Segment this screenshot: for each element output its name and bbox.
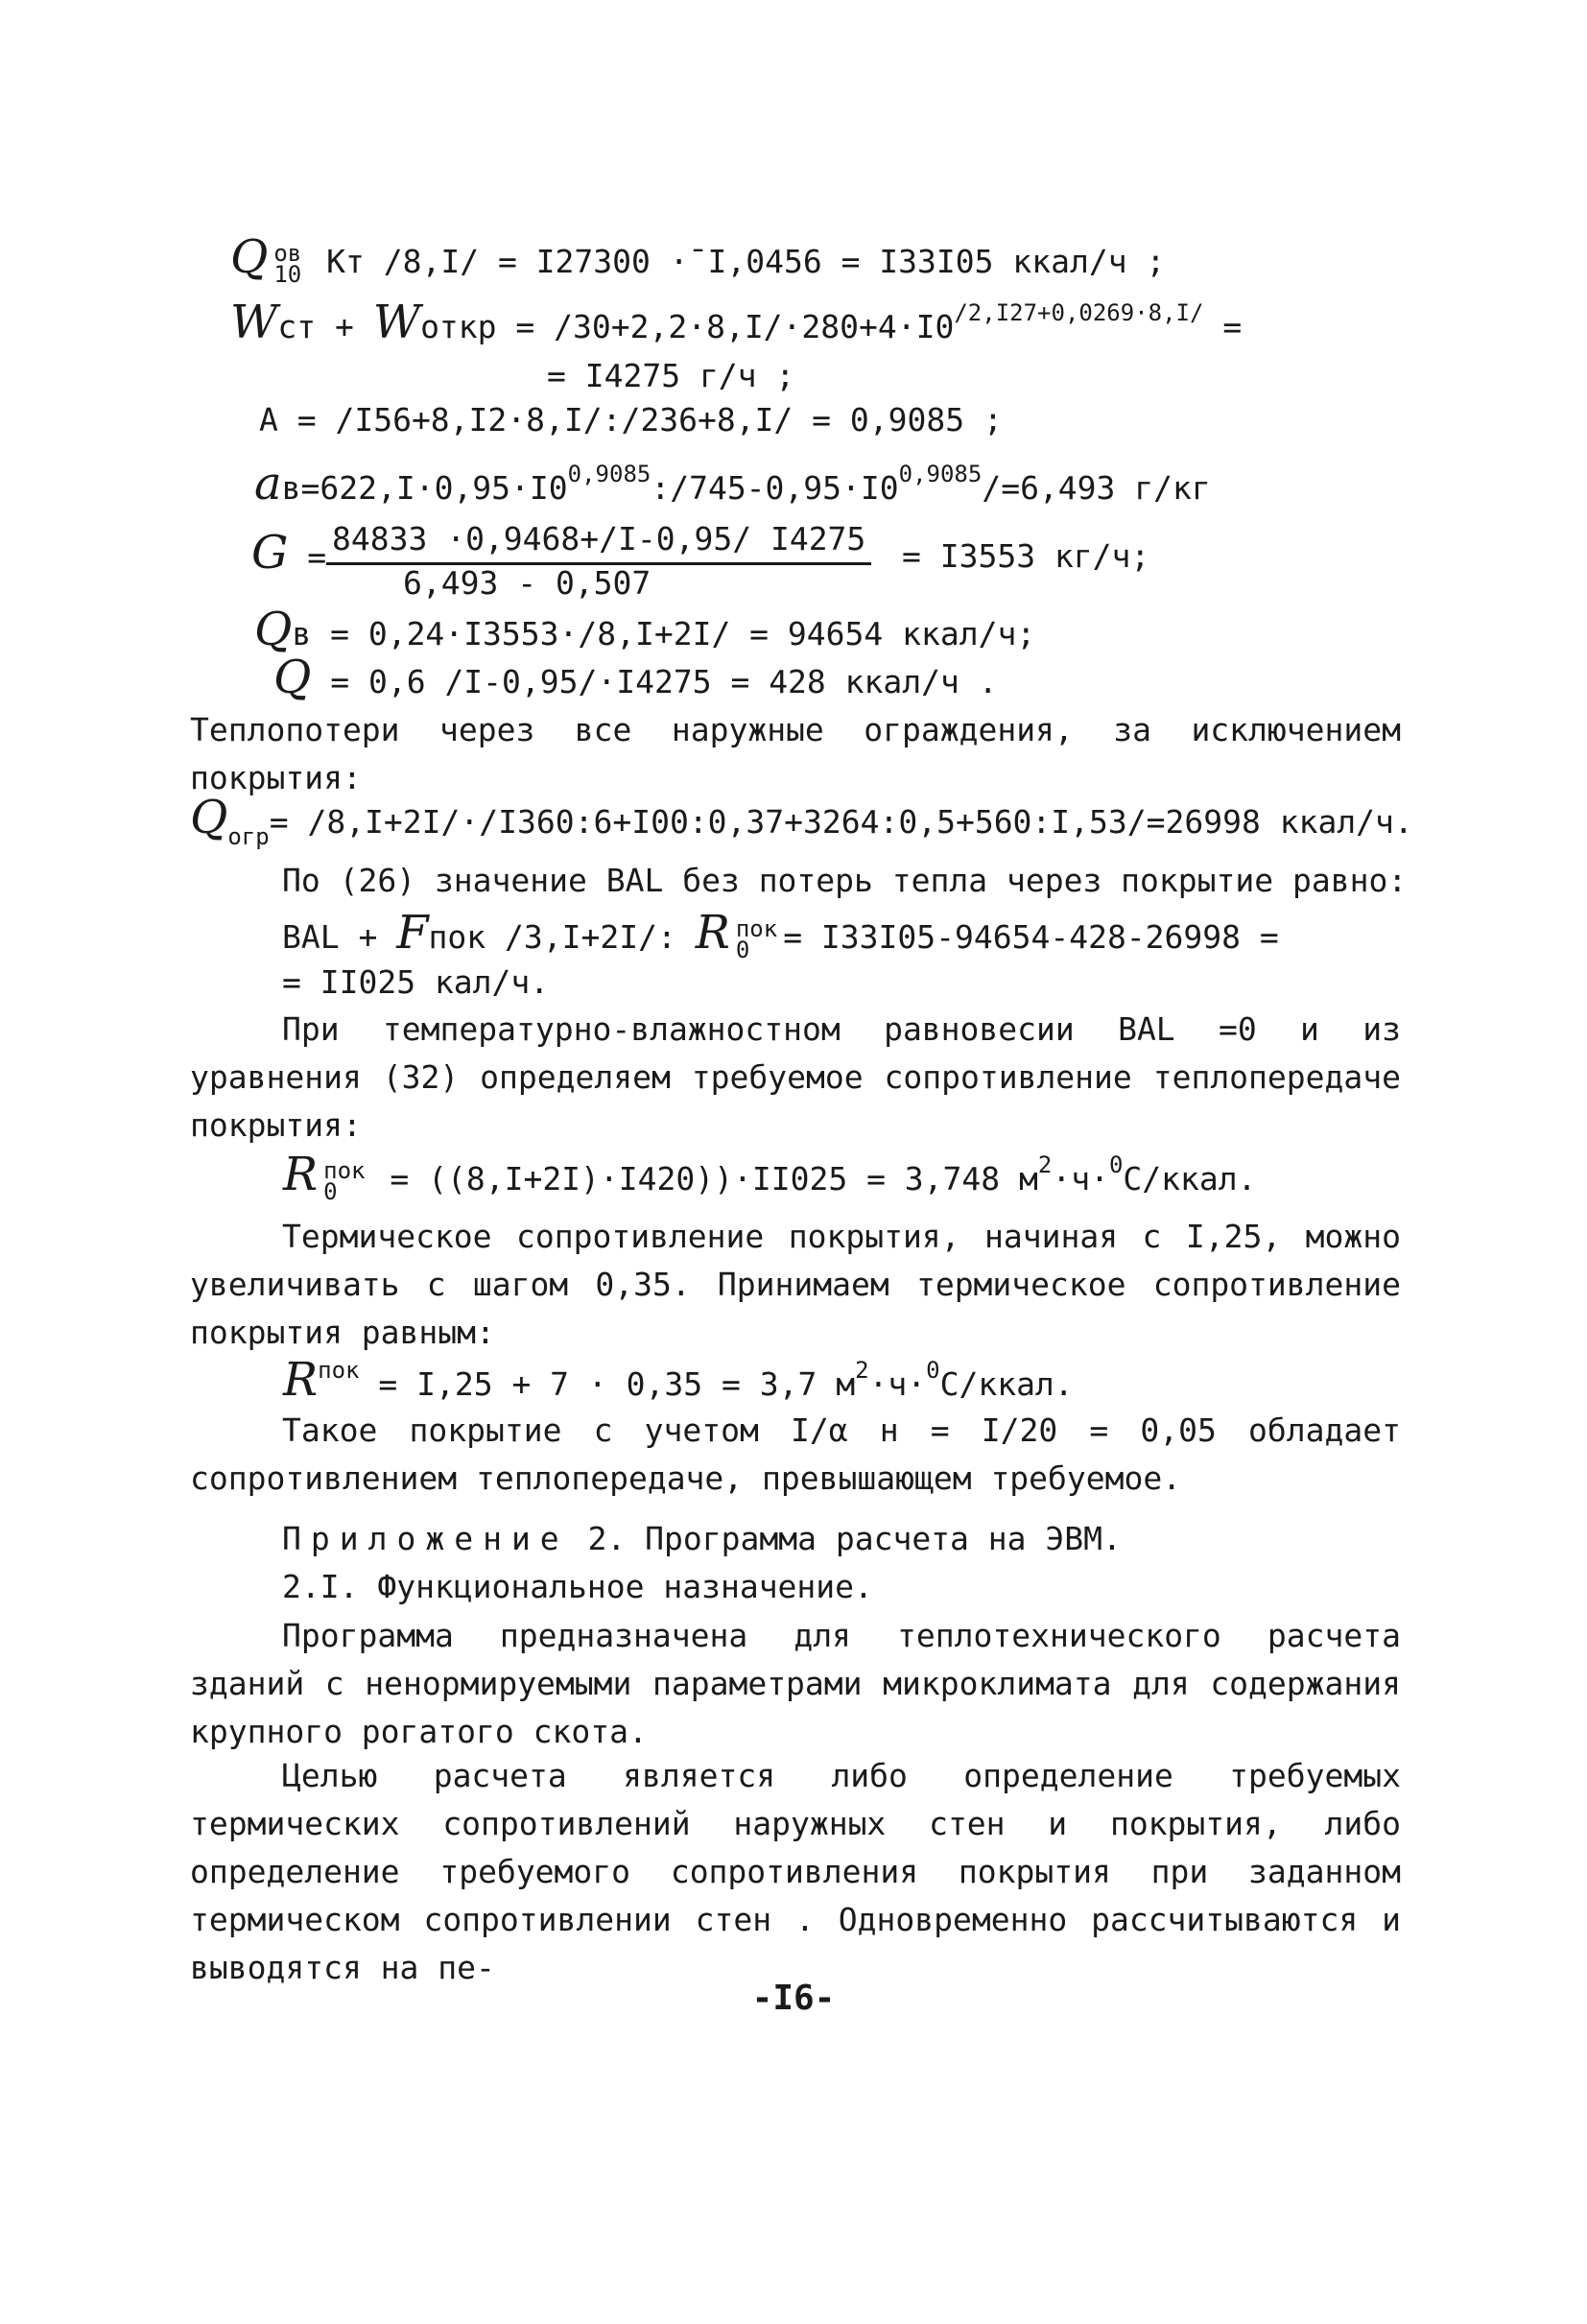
formula-bal: BAL + Fпок /3,I+2I/: R пок 0 = I33I05-94654-428-26998 = [282, 906, 1279, 963]
symbol-a: a [254, 457, 282, 510]
formula-moisture-result: = I4275 г/ч ; [547, 357, 795, 394]
symbol-f: F [396, 906, 429, 960]
formula-g-result: = I3553 кг/ч; [902, 537, 1150, 575]
paragraph-equilibrium: При температурно-влажностном равновесии BAL =0 и из уравнения (32) определяем требуемое сопротивление теплопередаче покрытия: [190, 1010, 1401, 1144]
symbol-g: G [251, 526, 289, 580]
paragraph-heat-losses: Теплопотери через все наружные ограждения, за исключением покрытия: [190, 711, 1401, 796]
g-numerator: 84833 ·0,9468+/I-0,95/ I4275 [326, 520, 871, 565]
symbol-r: R [283, 1353, 319, 1407]
symbol-q: Q [273, 651, 312, 704]
q-indices: ов 10 [273, 239, 302, 288]
formula-q-evap: Q = 0,6 /I-0,95/·I4275 = 428 ккал/ч . [273, 651, 998, 704]
symbol-r: R [283, 1148, 319, 1201]
symbol-w: W [230, 296, 278, 349]
formula-g: G = [251, 526, 327, 580]
formula-q-air: Qв = 0,24·I3553·/8,I+2I/ = 94654 ккал/ч; [254, 603, 1036, 656]
r-indices: пок 0 [323, 1156, 366, 1205]
page-number: -I6- [751, 1979, 836, 2018]
symbol-q: Q [190, 791, 228, 844]
formula-g-fraction [326, 520, 871, 602]
formula-a: A = /I56+8,I2·8,I/:/236+8,I/ = 0,9085 ; [259, 401, 1003, 439]
formula-r-accepted: $R^{пок} = I,25 + 7 \cdot 0,35 = 3,7$ $м^2\cdot ч\cdot^0С$/ккал. [283, 1353, 1074, 1407]
paragraph-thermal-resistance: Термическое сопротивление покрытия, начиная с I,25, можно увеличивать с шагом 0,35. Принимаем термическое сопротивление покрытия равным: [190, 1218, 1401, 1351]
paragraph-calculation-goal: Целью расчета является либо определение требуемых термических сопротивлений наружных стен и покрытия, либо определение требуемого сопротивления покрытия при заданном термическом сопротивлении стен . Одновременно рассчитываются и выводятся на пе- [190, 1757, 1401, 1986]
paragraph-bal: По (26) значение BAL без потерь тепла через покрытие равно: [282, 862, 1408, 899]
section-heading: 2.I. Функциональное назначение. [282, 1568, 873, 1605]
paragraph-covering: Такое покрытие с учетом I/α н = I/20 = 0,05 обладает сопротивлением теплопередаче, превышающем требуемое. [190, 1411, 1401, 1497]
g-denominator: 6,493 - 0,507 [403, 564, 651, 602]
symbol-q: Q [254, 603, 293, 656]
formula-air-moisture: $aв=622,I\cdot 0,95\cdot I0^{0,9085}:/745-0,95\cdot I0^{0,9085}/=6,493$ г/кг [254, 457, 1211, 510]
symbol-q: Q [230, 230, 269, 284]
symbol-r: R [695, 906, 730, 960]
formula-q-envelope: $Q_{огр}=$ /8,I+2I/·/I360:6+I00:0,37+3264:0,5+560:I,53/=26998 ккал/ч. [190, 791, 1413, 850]
appendix-heading: Приложение 2. Программа расчета на ЭВМ. [282, 1520, 1122, 1557]
formula-r-required: R пок 0 = ((8,I+2I)·I420))·II025 = 3,748 $м^2\cdot ч\cdot^0С$/ккал. [283, 1148, 1257, 1205]
paragraph-program-purpose: Программа предназначена для теплотехнического расчета зданий с ненормируемыми параметрами микроклимата для содержания крупного рогатого скота. [190, 1617, 1401, 1750]
formula-q-heat: Q ов 10 Кт /8,I/ = I27300 ·¯I,0456 = I33I05 ккал/ч ; [230, 230, 1166, 288]
formula-bal-result: = II025 кал/ч. [282, 963, 550, 1001]
r-indices: пок 0 [735, 914, 778, 963]
formula-moisture: Wст + Wоткр = $/30+2,2\cdot 8,I/\cdot 280+4\cdot I0^{/2,I27+0,0269\cdot 8,I/}$ = [230, 296, 1243, 349]
symbol-w2: W [372, 296, 421, 349]
